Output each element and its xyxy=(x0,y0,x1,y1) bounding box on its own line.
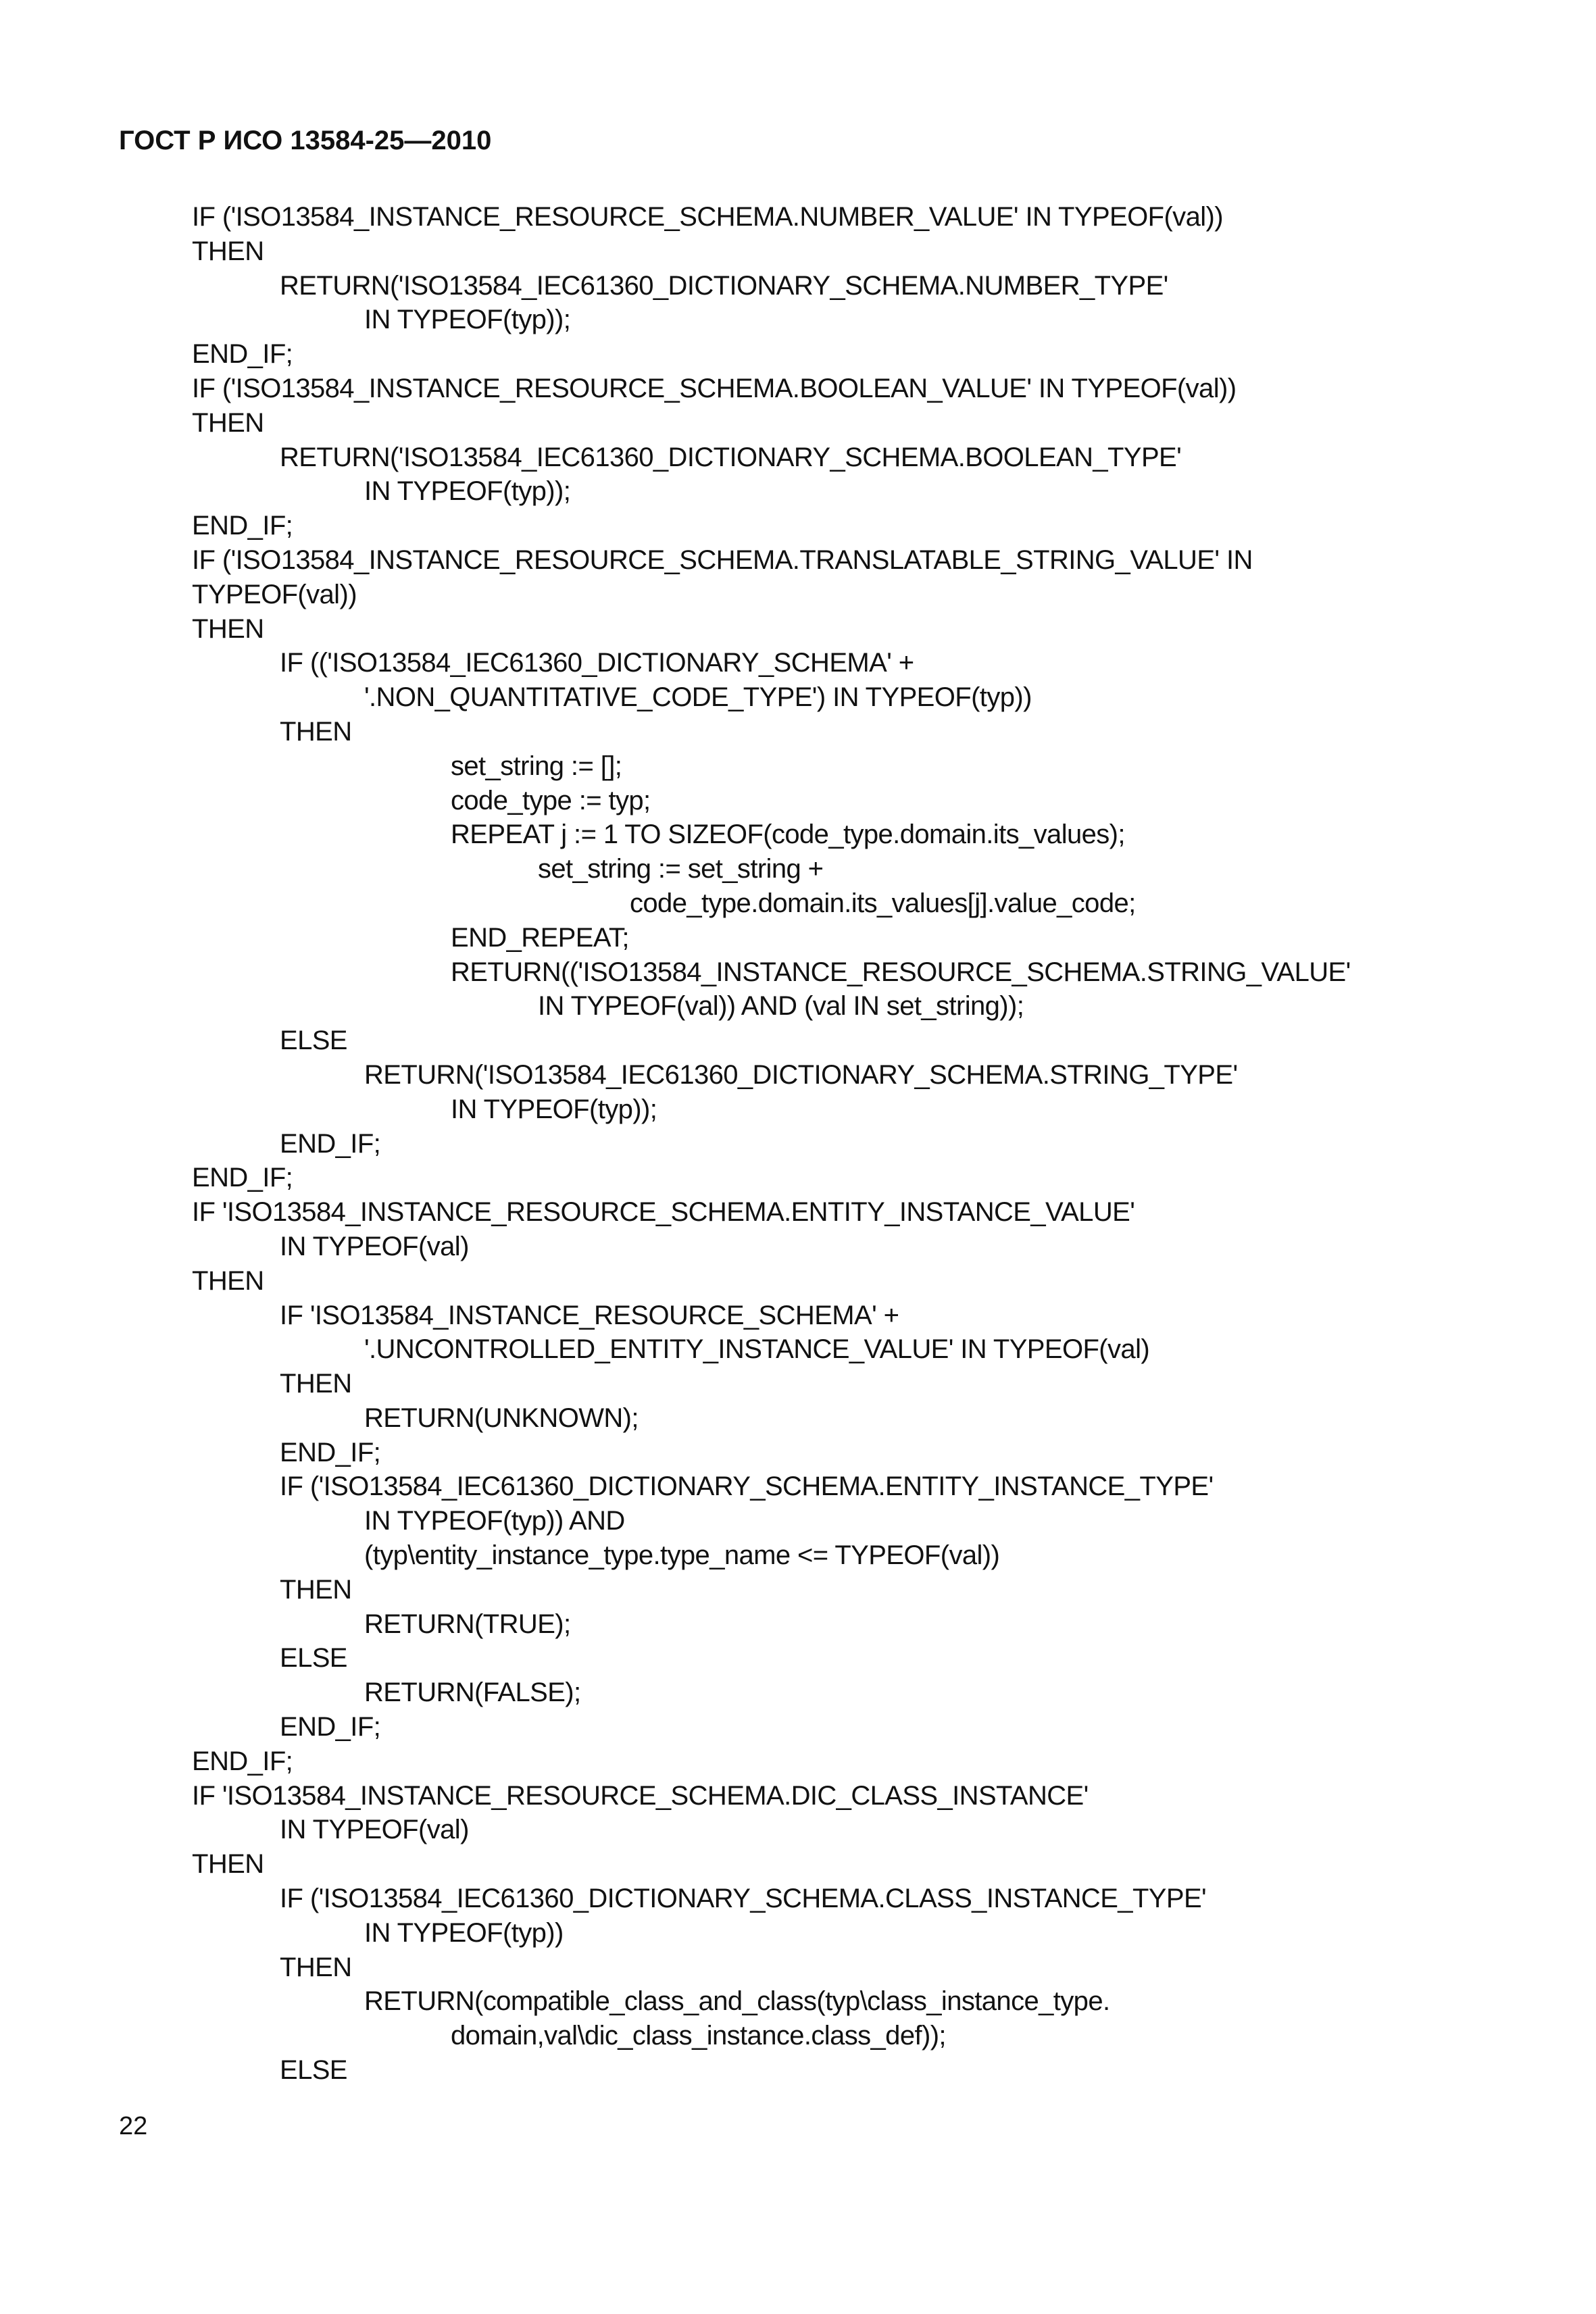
code-line: RETURN(('ISO13584_INSTANCE_RESOURCE_SCHEMA.STRING_VALUE' xyxy=(451,957,1351,987)
code-line: THEN xyxy=(192,407,264,438)
code-line: THEN xyxy=(192,613,264,644)
code-line: IN TYPEOF(val)) AND (val IN set_string)); xyxy=(538,991,1024,1022)
document-header: ГОСТ Р ИСО 13584-25—2010 xyxy=(119,126,492,155)
code-line: THEN xyxy=(280,1574,352,1605)
code-line: RETURN(FALSE); xyxy=(364,1678,581,1708)
code-line: IF 'ISO13584_INSTANCE_RESOURCE_SCHEMA.DIC_CLASS_INSTANCE' xyxy=(192,1780,1089,1811)
code-line: THEN xyxy=(192,1265,264,1296)
code-line: (typ\entity_instance_type.type_name <= TYPEOF(val)) xyxy=(364,1540,1000,1571)
code-line: IN TYPEOF(typ)) xyxy=(364,1917,564,1948)
code-line: THEN xyxy=(280,1369,352,1399)
code-line: ELSE xyxy=(280,1026,347,1056)
code-line: END_IF; xyxy=(280,1128,381,1159)
code-line: THEN xyxy=(280,1952,352,1982)
code-line: IF (('ISO13584_IEC61360_DICTIONARY_SCHEMA' + xyxy=(280,648,914,678)
code-line: END_REPEAT; xyxy=(451,922,629,953)
code-line: IF ('ISO13584_INSTANCE_RESOURCE_SCHEMA.BOOLEAN_VALUE' IN TYPEOF(val)) xyxy=(192,373,1237,403)
code-line: RETURN('ISO13584_IEC61360_DICTIONARY_SCHEMA.BOOLEAN_TYPE' xyxy=(280,442,1182,472)
code-line: IF ('ISO13584_INSTANCE_RESOURCE_SCHEMA.TRANSLATABLE_STRING_VALUE' IN xyxy=(192,545,1253,575)
code-line: RETURN(TRUE); xyxy=(364,1609,571,1639)
code-line: IN TYPEOF(typ)); xyxy=(364,305,571,335)
code-line: REPEAT j := 1 TO SIZEOF(code_type.domain.its_values); xyxy=(451,820,1125,850)
code-line: END_IF; xyxy=(192,1746,293,1776)
code-line: END_IF; xyxy=(280,1712,381,1742)
code-line: IF 'ISO13584_INSTANCE_RESOURCE_SCHEMA.ENTITY_INSTANCE_VALUE' xyxy=(192,1197,1135,1228)
code-line: ELSE xyxy=(280,2055,347,2086)
code-line: RETURN(compatible_class_and_class(typ\class_instance_type. xyxy=(364,1986,1110,2017)
code-line: TYPEOF(val)) xyxy=(192,579,357,609)
code-line: '.UNCONTROLLED_ENTITY_INSTANCE_VALUE' IN TYPEOF(val) xyxy=(364,1334,1150,1365)
code-line: IF ('ISO13584_INSTANCE_RESOURCE_SCHEMA.NUMBER_VALUE' IN TYPEOF(val)) xyxy=(192,202,1223,232)
code-line: IF ('ISO13584_IEC61360_DICTIONARY_SCHEMA.CLASS_INSTANCE_TYPE' xyxy=(280,1884,1207,1914)
code-line: RETURN('ISO13584_IEC61360_DICTIONARY_SCHEMA.NUMBER_TYPE' xyxy=(280,270,1168,301)
code-line: '.NON_QUANTITATIVE_CODE_TYPE') IN TYPEOF(typ)) xyxy=(364,682,1032,713)
code-line: domain,val\dic_class_instance.class_def)); xyxy=(451,2021,946,2051)
code-line: IN TYPEOF(typ)); xyxy=(364,476,571,507)
code-line: IN TYPEOF(val) xyxy=(280,1815,469,1845)
code-line: END_IF; xyxy=(280,1437,381,1467)
code-line: IF 'ISO13584_INSTANCE_RESOURCE_SCHEMA' + xyxy=(280,1300,899,1330)
code-line: IN TYPEOF(typ)); xyxy=(451,1094,657,1124)
code-line: IN TYPEOF(typ)) AND xyxy=(364,1506,625,1536)
code-line: THEN xyxy=(192,236,264,266)
code-line: ELSE xyxy=(280,1643,347,1674)
code-line: RETURN('ISO13584_IEC61360_DICTIONARY_SCHEMA.STRING_TYPE' xyxy=(364,1059,1238,1090)
code-line: set_string := set_string + xyxy=(538,854,824,884)
code-line: IN TYPEOF(val) xyxy=(280,1231,469,1261)
code-line: code_type.domain.its_values[j].value_code; xyxy=(630,888,1136,918)
code-listing xyxy=(192,200,1476,2088)
code-line: set_string := []; xyxy=(451,751,622,781)
page-number: 22 xyxy=(119,2112,148,2140)
code-line: END_IF; xyxy=(192,339,293,370)
code-line: THEN xyxy=(280,716,352,747)
code-line: END_IF; xyxy=(192,1163,293,1193)
code-line: IF ('ISO13584_IEC61360_DICTIONARY_SCHEMA.ENTITY_INSTANCE_TYPE' xyxy=(280,1472,1214,1502)
code-line: THEN xyxy=(192,1849,264,1880)
code-line: END_IF; xyxy=(192,511,293,541)
code-line: RETURN(UNKNOWN); xyxy=(364,1403,639,1433)
code-line: code_type := typ; xyxy=(451,785,651,815)
